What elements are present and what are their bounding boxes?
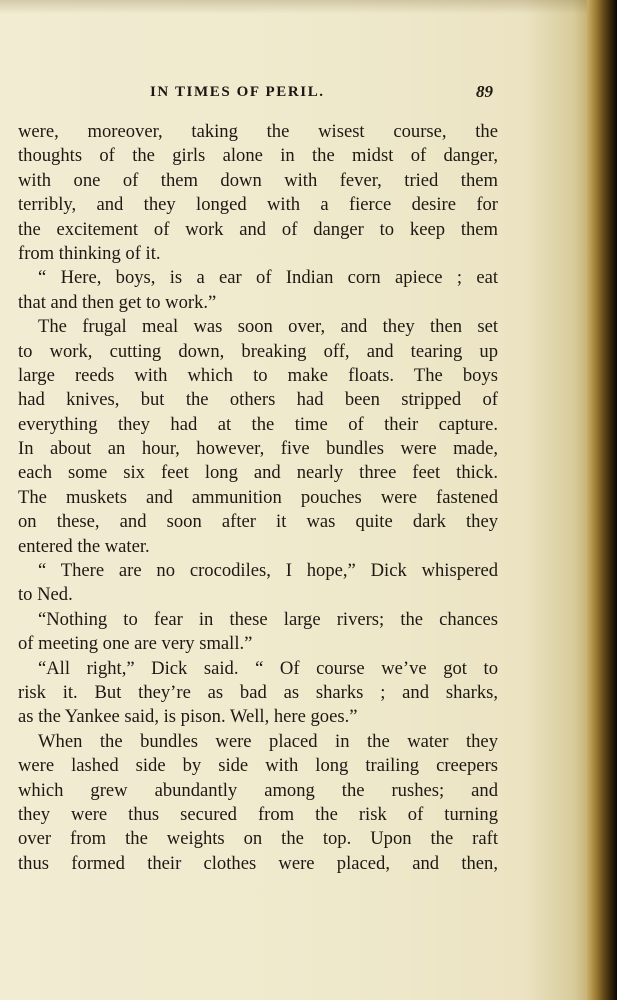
text-line: from thinking of it.	[18, 242, 161, 264]
book-spine	[587, 0, 617, 1000]
text-line: terribly, and they longed with a fierce desire for	[18, 194, 498, 216]
text-line: The frugal meal was soon over, and they then set	[38, 316, 498, 338]
text-line: of meeting one are very small.”	[18, 633, 253, 655]
page-header	[0, 80, 560, 110]
text-line: large reeds with which to make floats. The boys	[18, 364, 498, 386]
text-line: “Nothing to fear in these large rivers; the chances	[38, 608, 498, 630]
text-line: over from the weights on the top. Upon the raft	[18, 828, 498, 850]
text-line: In about an hour, however, five bundles were made,	[18, 438, 498, 460]
text-line: When the bundles were placed in the water they	[38, 730, 498, 752]
text-line: the excitement of work and of danger to keep them	[18, 218, 498, 240]
text-line: to Ned.	[18, 584, 73, 606]
page-top-shadow	[0, 0, 617, 14]
text-line: everything they had at the time of their capture.	[18, 413, 498, 435]
text-line: were, moreover, taking the wisest course, the	[18, 121, 498, 142]
text-line: “ Here, boys, is a ear of Indian corn apiece ; eat	[38, 267, 498, 289]
text-line: thus formed their clothes were placed, and then,	[18, 852, 498, 874]
text-line: thoughts of the girls alone in the midst of danger,	[18, 145, 498, 167]
text-line: “ There are no crocodiles, I hope,” Dick whispered	[38, 560, 498, 582]
text-line: on these, and soon after it was quite dark they	[18, 511, 498, 533]
page-number: 89	[476, 82, 493, 101]
text-line: risk it. But they’re as bad as sharks ; and sharks,	[18, 681, 498, 703]
text-line: that and then get to work.”	[18, 291, 217, 313]
text-line: had knives, but the others had been stripped of	[18, 389, 498, 411]
body-text	[18, 120, 498, 876]
running-head: IN TIMES OF PERIL.	[150, 84, 325, 100]
text-line: entered the water.	[18, 535, 150, 557]
text-line: as the Yankee said, is pison. Well, here goes.”	[18, 706, 358, 728]
text-line: which grew abundantly among the rushes; and	[18, 779, 498, 801]
text-line: were lashed side by side with long trailing creepers	[18, 755, 498, 777]
text-line: to work, cutting down, breaking off, and tearing up	[18, 340, 498, 362]
text-line: The muskets and ammunition pouches were fastened	[18, 486, 498, 508]
text-line: they were thus secured from the risk of turning	[18, 803, 498, 825]
text-line: each some six feet long and nearly three feet thick.	[18, 462, 498, 484]
text-line: “All right,” Dick said. “ Of course we’ve got to	[38, 657, 498, 679]
text-line: with one of them down with fever, tried them	[18, 169, 498, 191]
